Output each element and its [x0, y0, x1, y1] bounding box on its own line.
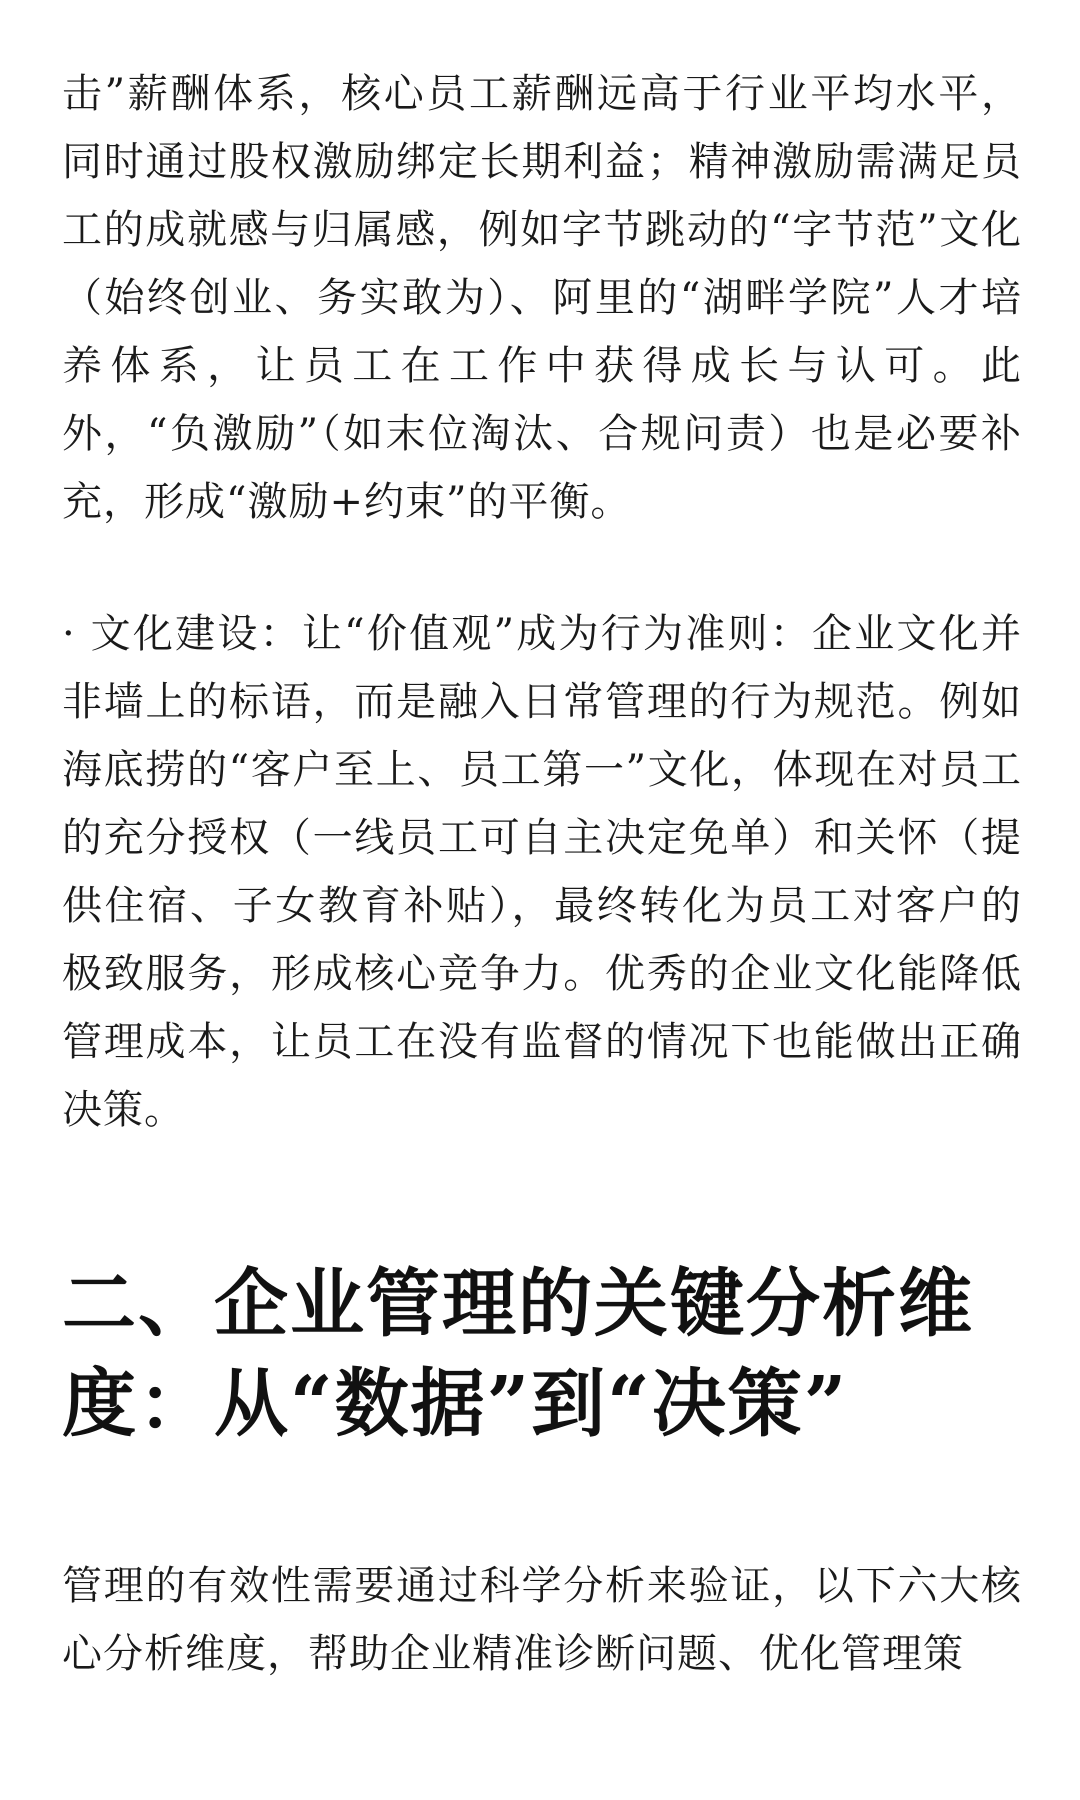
- paragraph-culture: · 文化建设：让“价值观”成为行为准则：企业文化并非墙上的标语，而是融入日常管理的行为规范。例如海底捞的“客户至上、员工第一”文化，体现在对员工的充分授权（一线员工可自主决定免单）和关怀（提供住宿、子女教育补贴），最终转化为员工对客户的极致服务，形成核心竞争力。优秀的企业文化能降低管理成本，让员工在没有监督的情况下也能做出正确决策。: [62, 611, 1022, 1133]
- paragraph-intro: 管理的有效性需要通过科学分析来验证，以下六大核心分析维度，帮助企业精准诊断问题、优化管理策: [62, 1563, 1022, 1677]
- article-body: [62, 60, 1022, 1688]
- paragraph-incentives: 击”薪酬体系，核心员工薪酬远高于行业平均水平，同时通过股权激励绑定长期利益；精神激励需满足员工的成就感与归属感，例如字节跳动的“字节范”文化（始终创业、务实敢为）、阿里的“湖畔学院”人才培养体系，让员工在工作中获得成长与认可。此外，“负激励”（如末位淘汰、合规问责）也是必要补充，形成“激励+约束”的平衡。: [62, 71, 1022, 525]
- section-heading: 二、企业管理的关键分析维度：从“数据”到“决策”: [62, 1261, 974, 1447]
